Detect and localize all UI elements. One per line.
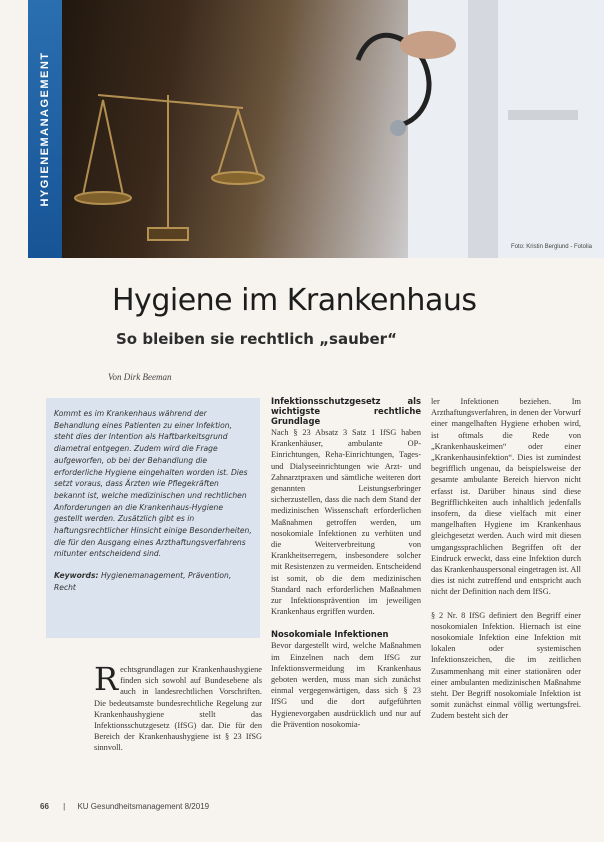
column-2-paragraph-2: Bevor dargestellt wird, welche Maßnahmen im Einzelnen nach dem IfSG zur Infektionsvermeidung im Krankenhaus geboten werden, muss man sich zunächst einmal vergegenwärtigen, dass sich § 23 IfSG und die dort aufgeführten Hygienevorgaben ausdrücklich und nur auf die Prävention nosokomia- xyxy=(271,641,421,729)
page-footer xyxy=(40,802,209,811)
section-tab xyxy=(28,0,62,258)
column-3-paragraph-2: § 2 Nr. 8 IfSG definiert den Begriff einer nosokomialen Infektion. Hiernach ist eine nosokomiale Infektion eine Infektion mit lokalen oder systemischen Infektionszeichen, die im zeitlichen Zusammenhang mit einer stationären oder einer ambulanten medizinischen Maßnahme steht. Der Begriff nosokomiale Infektion ist somit zunächst einmal völlig wertungsfrei. Zudem besteht sich der xyxy=(431,610,581,721)
header-photo xyxy=(28,0,604,258)
byline: Von Dirk Beeman xyxy=(108,372,172,382)
abstract-text: Kommt es im Krankenhaus während der Behandlung eines Patienten zu einer Infektion, steht dies der Intention als Haftbarkeitsgrund diametral entgegen. Zudem wird die Frage aufgeworfen, ob bei der Behandlung die erforderliche Hygiene eingehalten worden ist. Dies setzt voraus, dass Ärzten wie Pflegekräften bekannt ist, welche medizinischen und rechtlichen Anforderungen an die Krankenhaus-Hygiene gestellt werden. Zusätzlich gibt es in haftungsrechtlicher Hinsicht einige Besonderheiten, die für den Ausgang eines Arzthaftungsverfahrens mitunter entscheidend sind. xyxy=(54,409,252,559)
drop-cap: R xyxy=(94,660,119,698)
keywords xyxy=(54,570,252,593)
column-1-text: echtsgrundlagen zur Krankenhaushygiene finden sich sowohl auf Bundesebene als auch in landesrechtlichen Vorschriften. Die bedeutsamste bundesrechtliche Regelung zur Krankenhaushygiene stellt das Infektionsschutzgesetz (IfSG) dar. Die für den Bereich der Krankenhaushygiene ist § 23 IfSG sinnvoll. xyxy=(94,665,262,753)
article-title: Hygiene im Krankenhaus xyxy=(112,283,477,318)
column-3 xyxy=(431,396,581,722)
photo-credit: Foto: Kristin Berglund - Fotolia xyxy=(510,244,592,250)
keywords-value: Hygienemanagement, Prävention, Recht xyxy=(54,571,232,592)
section-tab-label: HYGIENEMANAGEMENT xyxy=(39,51,51,207)
abstract-box xyxy=(46,398,260,638)
column-2 xyxy=(271,396,421,730)
keywords-label: Keywords: xyxy=(54,571,99,581)
page-number: 66 xyxy=(40,802,49,811)
article-subtitle: So bleiben sie rechtlich „sauber“ xyxy=(116,330,397,348)
journal-name: KU Gesundheitsmanagement 8/2019 xyxy=(77,802,210,811)
footer-separator: | xyxy=(63,802,66,811)
scales-and-stethoscope-illustration xyxy=(28,0,604,258)
column-1 xyxy=(94,660,262,754)
section-heading-ifsg: Infektionsschutzgesetz als wichtigste rechtliche Grundlage xyxy=(271,396,421,426)
section-heading-nosokomial: Nosokomiale Infektionen xyxy=(271,629,389,640)
column-3-paragraph-1: ler Infektionen beziehen. Im Arzthaftungsverfahren, in denen der Vorwurf einer mangelhaften Hygiene erhoben wird, ist oftmals die Rede von „Krankenhauskeimen“ oder einer „Krankenhausinfektion“. Dies ist zumindest begrifflich ungenau, da beispielsweise der gesamte ambulante Bereich hiervon nicht erfasst ist. Darüber hinaus sind diese Begrifflichkeiten auch inhaltlich jedenfalls insofern, da diese vielfach mit einer mangelhaften Hygiene im Krankenhaus gleichgesetzt werden. Auch wird mit diesen umgangssprachlichen Begriffen oft der Eindruck erweckt, dass eine Infektion durch das Krankenhauspersonal eingetragen ist. All dies ist nicht zutreffend und entspricht auch nicht der Definition nach dem IfSG. xyxy=(431,397,581,597)
column-2-paragraph-1: Nach § 23 Absatz 3 Satz 1 IfSG haben Krankenhäuser, ambulante OP-Einrichtungen, Reha-Einrichtungen, Tages- und Dialyseeinrichtungen wie Arzt- und Zahnarztpraxen und sämtliche weiteren dort genannten Leistungserbringer sicherzustellen, dass die nach dem Stand der medizinischen Wissenschaft erforderlichen Maßnahmen getroffen werden, um nosokomiale Infektionen zu verhüten und die Weiterverbreitung von Krankheitserregern, insbesondere solcher mit Resistenzen zu vermeiden. Entscheidend ist somit, ob die dem medizinischen Standard nach erforderlichen Maßnahmen zur Infektionsprävention im jeweiligen Krankenhaus ergriffen wurden. xyxy=(271,428,421,617)
